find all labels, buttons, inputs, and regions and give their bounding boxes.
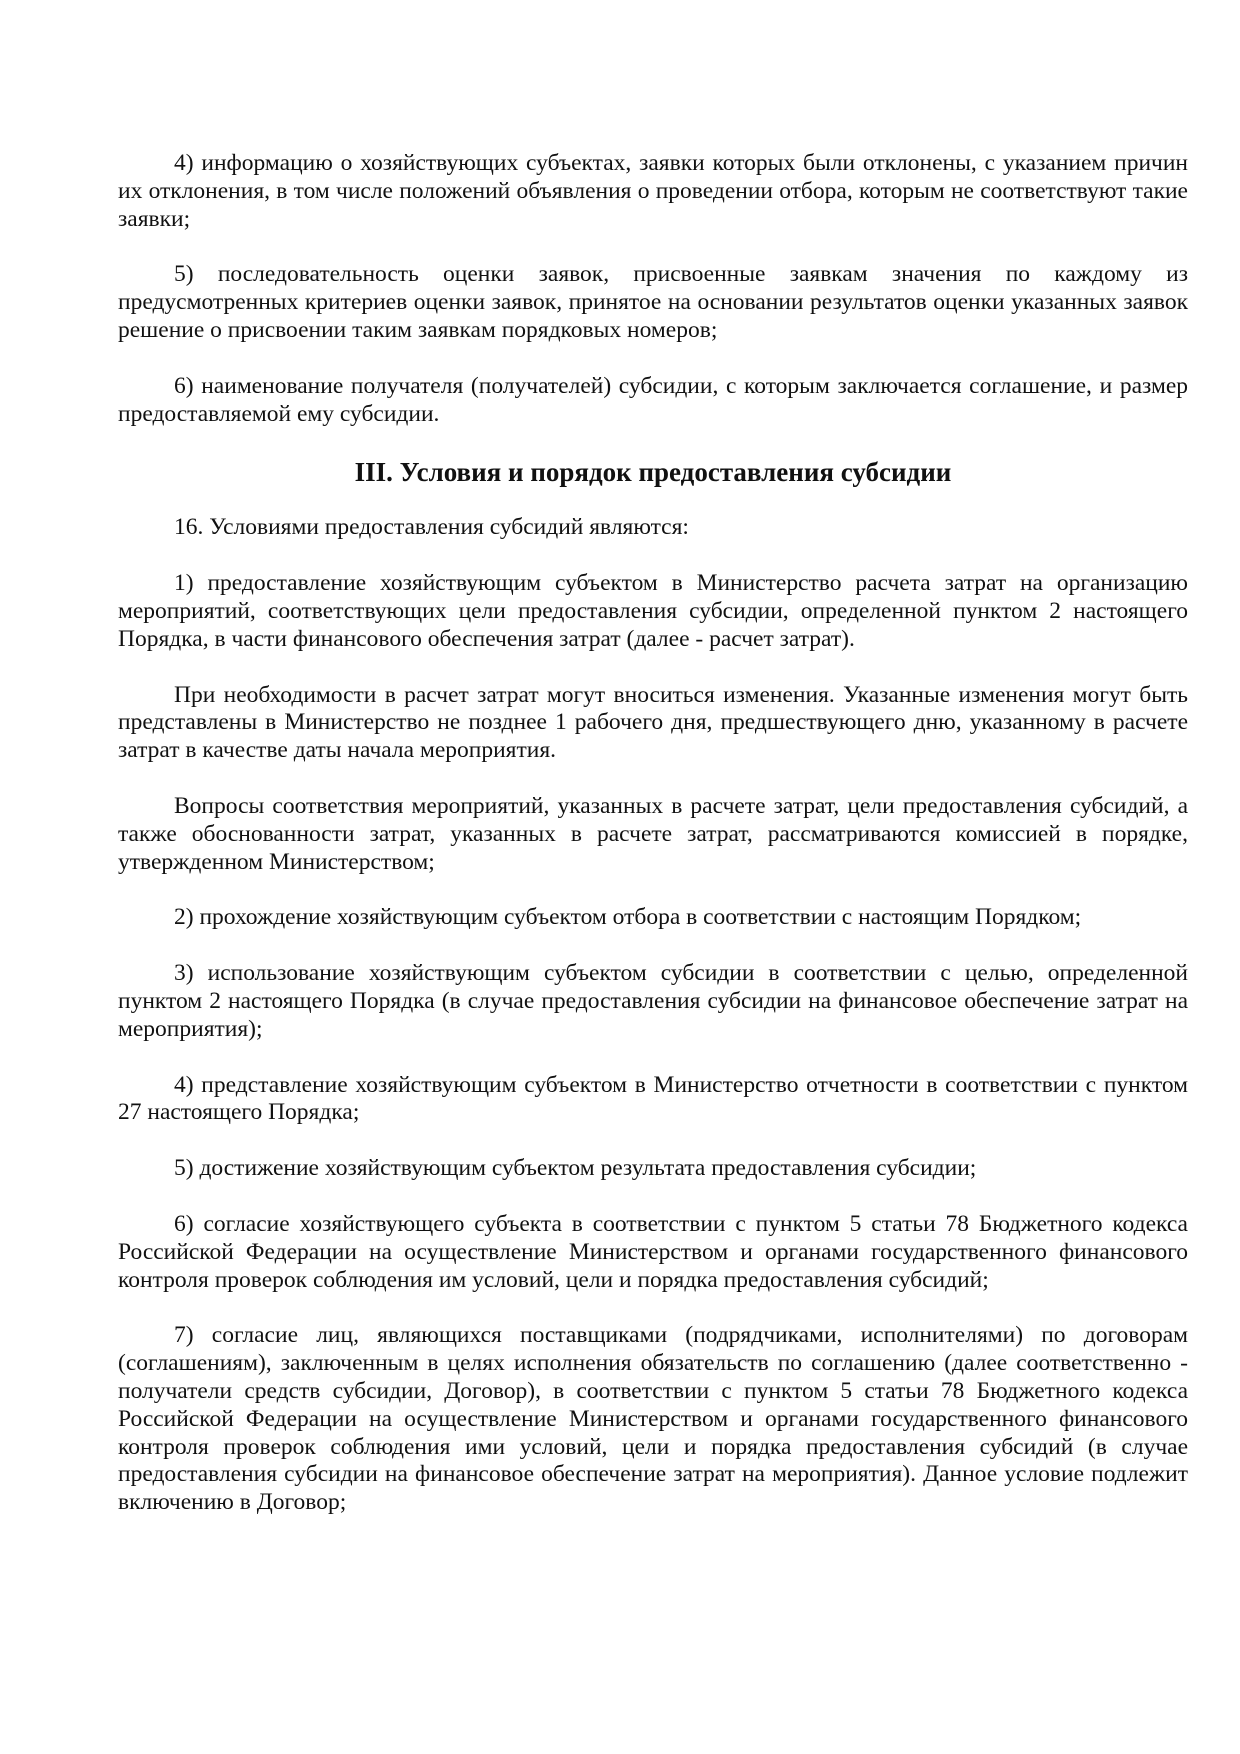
paragraph: 7) согласие лиц, являющихся поставщиками (подрядчиками, исполнителями) по договорам (соглашениям), заключенным в целях исполнения обязательств по соглашению (далее соответственно - получатели средств субсидии, Договор), в соответствии с пунктом 5 статьи 78 Бюджетного кодекса Российской Федерации на осуществление Министерством и органами государственного финансового контроля проверок соблюдения ими условий, цели и порядка предоставления субсидий (в случае предоставления субсидии на финансовое обеспечение затрат на мероприятия). Данное условие подлежит включению в Договор; [118,1322,1188,1516]
paragraph: Вопросы соответствия мероприятий, указанных в расчете затрат, цели предоставления субсидий, а также обоснованности затрат, указанных в расчете затрат, рассматриваются комиссией в порядке, утвержденном Министерством; [118,792,1188,875]
section-title: III. Условия и порядок предоставления субсидии [354,457,952,488]
paragraph: 3) использование хозяйствующим субъектом субсидии в соответствии с целью, определенной пунктом 2 настоящего Порядка (в случае предоставления субсидии на финансовое обеспечение затрат на мероприятия); [118,960,1188,1042]
paragraph: 6) наименование получателя (получателей) субсидии, с которым заключается соглашение, и размер предоставляемой ему субсидии. [118,372,1188,427]
paragraph: 1) предоставление хозяйствующим субъектом в Министерство расчета затрат на организацию мероприятий, соответствующих цели предоставления субсидии, определенной пунктом 2 настоящего Порядка, в части финансового обеспечения затрат (далее - расчет затрат). [118,570,1188,652]
document-page [118,150,1188,1545]
paragraph: 5) последовательность оценки заявок, присвоенные заявкам значения по каждому из предусмотренных критериев оценки заявок, принятое на основании результатов оценки указанных заявок решение о присвоении таким заявкам порядковых номеров; [118,261,1188,343]
paragraph: 16. Условиями предоставления субсидий являются: [174,514,689,541]
paragraph: 4) представление хозяйствующим субъектом в Министерство отчетности в соответствии с пунктом 27 настоящего Порядка; [118,1071,1188,1126]
paragraph: 6) согласие хозяйствующего субъекта в соответствии с пунктом 5 статьи 78 Бюджетного кодекса Российской Федерации на осуществление Министерством и органами государственного финансового контроля проверок соблюдения им условий, цели и порядка предоставления субсидий; [118,1210,1188,1293]
paragraph: При необходимости в расчет затрат могут вноситься изменения. Указанные изменения могут быть представлены в Министерство не позднее 1 рабочего дня, предшествующего дню, указанному в расчете затрат в качестве даты начала мероприятия. [118,681,1188,764]
paragraph: 2) прохождение хозяйствующим субъектом отбора в соответствии с настоящим Порядком; [174,904,1082,931]
paragraph: 5) достижение хозяйствующим субъектом результата предоставления субсидии; [174,1155,977,1182]
paragraph: 4) информацию о хозяйствующих субъектах, заявки которых были отклонены, с указанием причин их отклонения, в том числе положений объявления о проведении отбора, которым не соответствуют такие заявки; [118,150,1188,232]
